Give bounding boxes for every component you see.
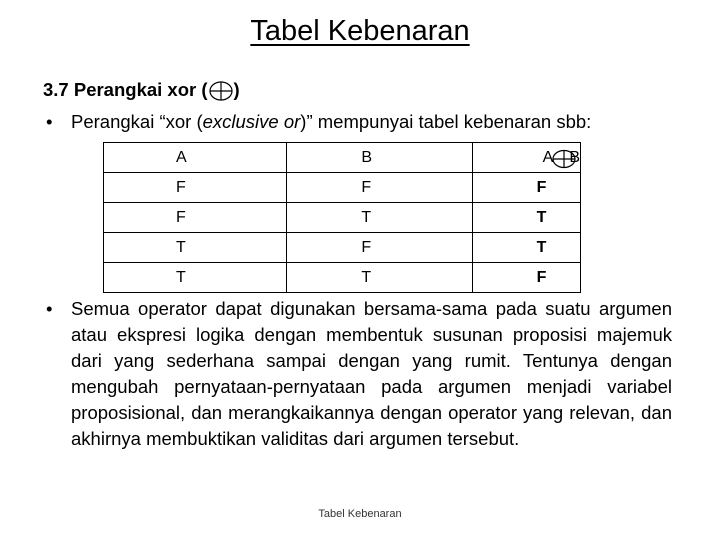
intro-text-italic: exclusive or (202, 111, 301, 132)
page-title (0, 12, 720, 50)
section-heading-prefix: 3.7 Perangkai xor ( (43, 79, 208, 100)
body-paragraph: Semua operator dapat digunakan bersama-sama pada suatu argumen atau ekspresi logika dengan membentuk susunan proposisi majemuk dari yang sederhana sampai dengan yang rumit. Tentunya dengan mengubah pernyataan-pernyataan pada argumen menjadi variabel proposisional, dan merangkaikannya dengan operator yang relevan, dan akhirnya membuktikan validitas dari argumen tersebut. (71, 298, 672, 449)
cell-b: T (287, 203, 472, 233)
bullet-marker: • (46, 298, 53, 319)
intro-bullet (46, 110, 591, 134)
intro-text-after: )” mempunyai tabel kebenaran sbb: (300, 111, 592, 132)
table-row (104, 173, 581, 203)
circle-plus-icon (208, 78, 234, 102)
cell-b: F (287, 173, 472, 203)
table-row (104, 263, 581, 293)
cell-b: T (287, 263, 472, 293)
truth-table-header-row (104, 143, 581, 173)
page-title-text: Tabel Kebenaran (250, 15, 470, 47)
cell-result: F (472, 173, 580, 203)
header-result-b: B (569, 148, 580, 166)
cell-a: T (104, 263, 287, 293)
table-row (104, 233, 581, 263)
truth-table (103, 142, 581, 293)
header-b: B (287, 143, 472, 173)
header-a-xor-b (472, 143, 580, 173)
bullet-marker: • (46, 111, 53, 132)
table-row (104, 203, 581, 233)
cell-a: F (104, 173, 287, 203)
body-paragraph-bullet (46, 296, 672, 452)
intro-text-before: Perangkai “xor ( (71, 111, 203, 132)
section-heading (43, 78, 240, 102)
cell-a: F (104, 203, 287, 233)
header-result-a: A (542, 148, 554, 166)
cell-result: T (472, 203, 580, 233)
cell-a: T (104, 233, 287, 263)
header-a: A (104, 143, 287, 173)
cell-b: F (287, 233, 472, 263)
section-heading-suffix: ) (233, 79, 240, 100)
cell-result: F (472, 263, 580, 293)
slide-footer: Tabel Kebenaran (318, 508, 402, 520)
cell-result: T (472, 233, 580, 263)
